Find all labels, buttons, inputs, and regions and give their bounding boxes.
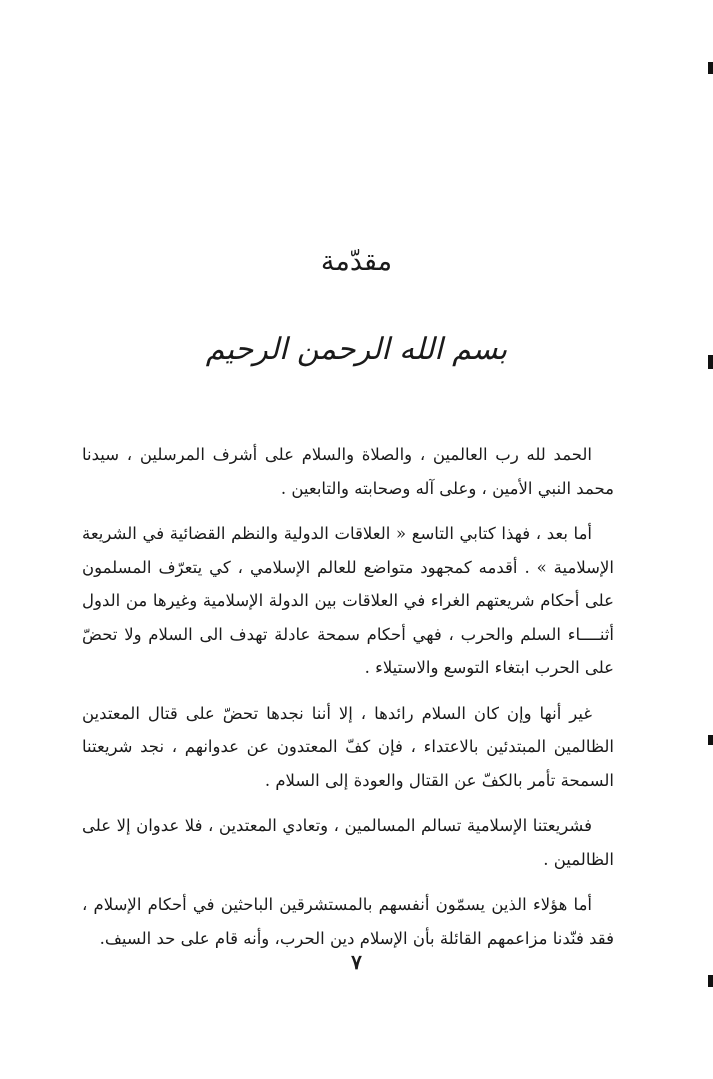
edge-mark-middle <box>708 355 713 369</box>
paragraph-1: الحمد لله رب العالمين ، والصلاة والسلام على أشرف المرسلين ، سيدنا محمد النبي الأمين ، وعلى آله وصحابته والتابعين . <box>82 445 614 498</box>
basmala-calligraphy: بسم الله الرحمن الرحيم <box>205 332 508 367</box>
edge-mark-lower <box>708 735 713 745</box>
edge-mark-bottom <box>708 975 713 987</box>
body-text <box>82 438 614 967</box>
paragraph-3: غير أنها وإن كان السلام رائدها ، إلا أننا نجدها تحضّ على قتال المعتدين الظالمين المبتدئين بالاعتداء ، فإن كفّ المعتدون عن عدوانهم ، نجد شريعتنا السمحة تأمر بالكفّ عن القتال والعودة إلى السلام . <box>82 703 614 790</box>
edge-mark-top <box>708 62 713 74</box>
paragraph-5: أما هؤلاء الذين يسمّون أنفسهم بالمستشرقين الباحثين في أحكام الإسلام ، فقد فنّدنا مزاعمهم القائلة بأن الإسلام دين الحرب، وأنه قام على حد السيف. <box>82 895 614 948</box>
page-number: ٧ <box>351 950 362 974</box>
paragraph-4: فشريعتنا الإسلامية تسالم المسالمين ، وتعادي المعتدين ، فلا عدوان إلا على الظالمين . <box>82 816 614 869</box>
paragraph-2: أما بعد ، فهذا كتابي التاسع « العلاقات الدولية والنظم القضائية في الشريعة الإسلامية » . أقدمه كمجهود متواضع للعالم الإسلامي ، كي يتعرّف المسلمون على أحكام شريعتهم الغراء في العلاقات بين الدولة الإسلامية وغيرها من الدول أثنــــاء السلم والحرب ، فهي أحكام سمحة عادلة تهدف الى السلام ولا تحضّ على الحرب ابتغاء التوسع والاستيلاء . <box>82 524 614 677</box>
page-heading: مقدّمة <box>320 246 393 277</box>
